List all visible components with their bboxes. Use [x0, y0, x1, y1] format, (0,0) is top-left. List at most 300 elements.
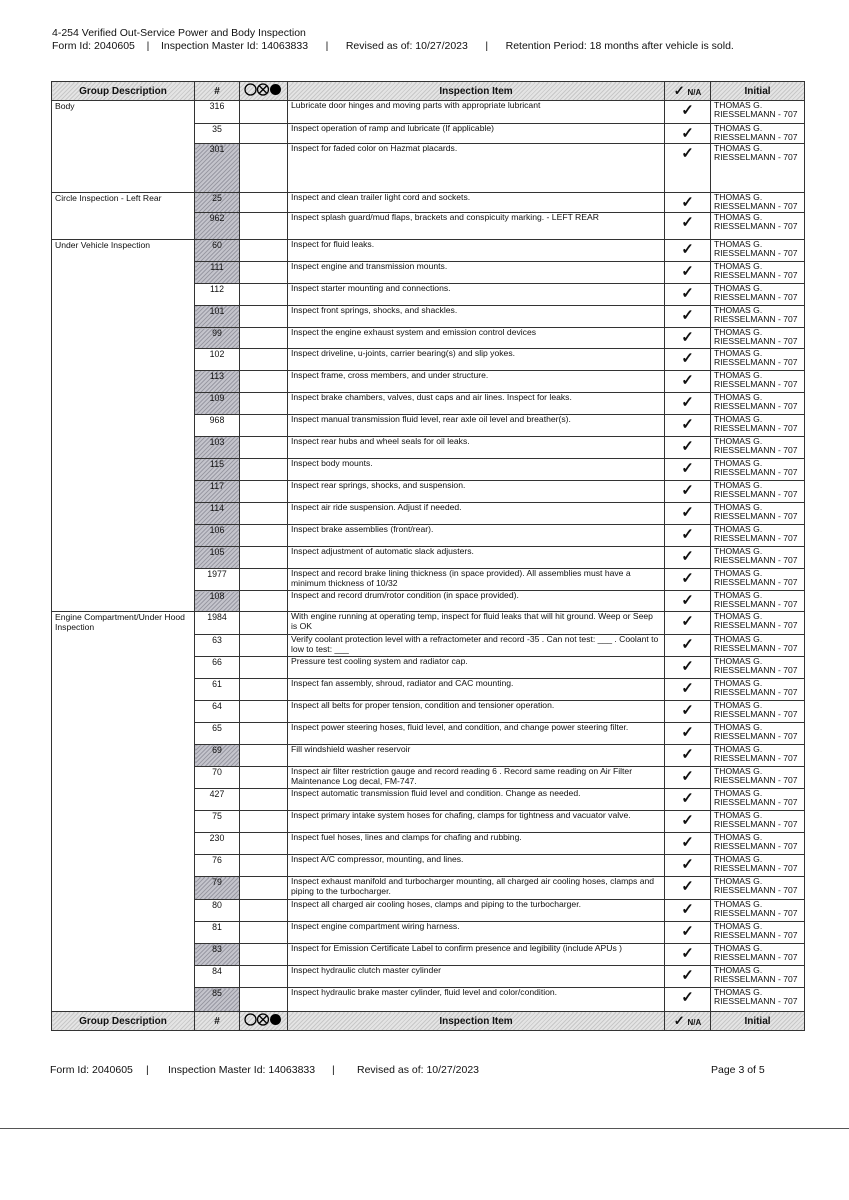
status-cell[interactable]: [240, 193, 288, 213]
check-icon: ✓: [665, 101, 711, 124]
initial-name: THOMAS G.: [714, 568, 763, 578]
table-header-row: [52, 82, 805, 101]
initial-name: THOMAS G.: [714, 987, 763, 997]
status-cell[interactable]: [240, 349, 288, 371]
initial-surname: RIESSELMANN - 707: [714, 665, 798, 675]
col-na-footer: ✓ N/A: [665, 1012, 711, 1031]
page-header: [52, 27, 734, 53]
inspection-item: Inspect power steering hoses, fluid level, and condition, and change power steering filter.: [288, 723, 665, 745]
initial-name: THOMAS G.: [714, 766, 763, 776]
inspection-item: Pressure test cooling system and radiator cap.: [288, 657, 665, 679]
check-icon: ✓: [665, 745, 711, 767]
initial-surname: RIESSELMANN - 707: [714, 379, 798, 389]
initial-surname: RIESSELMANN - 707: [714, 336, 798, 346]
status-cell[interactable]: [240, 371, 288, 393]
check-icon: ✓: [665, 525, 711, 547]
status-cell[interactable]: [240, 306, 288, 328]
check-icon: ✓: [665, 349, 711, 371]
initial-name: THOMAS G.: [714, 722, 763, 732]
item-number: 301: [195, 144, 240, 193]
footer-sep: |: [146, 1064, 149, 1076]
initial-surname: RIESSELMANN - 707: [714, 709, 798, 719]
status-cell[interactable]: [240, 503, 288, 525]
status-cell[interactable]: [240, 437, 288, 459]
status-cell[interactable]: [240, 240, 288, 262]
status-cell[interactable]: [240, 459, 288, 481]
initial-cell: [711, 525, 805, 547]
col-na-header: ✓ N/A: [665, 82, 711, 101]
initial-cell: [711, 745, 805, 767]
item-number: 111: [195, 262, 240, 284]
status-cell[interactable]: [240, 745, 288, 767]
inspection-item: Lubricate door hinges and moving parts with appropriate lubricant: [288, 101, 665, 124]
status-cell[interactable]: [240, 922, 288, 944]
item-number: 230: [195, 833, 240, 855]
check-icon: ✓: [665, 657, 711, 679]
initial-name: THOMAS G.: [714, 502, 763, 512]
item-number: 968: [195, 415, 240, 437]
initial-name: THOMAS G.: [714, 832, 763, 842]
item-number: 316: [195, 101, 240, 124]
initial-name: THOMAS G.: [714, 611, 763, 621]
initial-cell: [711, 547, 805, 569]
initial-name: THOMAS G.: [714, 788, 763, 798]
initial-surname: RIESSELMANN - 707: [714, 753, 798, 763]
item-number: 115: [195, 459, 240, 481]
initial-name: THOMAS G.: [714, 305, 763, 315]
initial-name: THOMAS G.: [714, 123, 763, 133]
check-icon: ✓: [665, 415, 711, 437]
footer-revised: Revised as of: 10/27/2023: [357, 1064, 480, 1076]
check-icon: ✓: [665, 262, 711, 284]
col-item-header: Inspection Item: [288, 82, 665, 101]
initial-cell: [711, 569, 805, 591]
item-number: 103: [195, 437, 240, 459]
header-master-id: Inspection Master Id: 14063833: [160, 40, 309, 52]
inspection-item: Inspect operation of ramp and lubricate (If applicable): [288, 124, 665, 144]
check-icon: ✓: [665, 124, 711, 144]
form-title: 4-254 Verified Out-Service Power and Body Inspection: [52, 27, 306, 39]
initial-name: THOMAS G.: [714, 348, 763, 358]
initial-surname: RIESSELMANN - 707: [714, 423, 798, 433]
inspection-item: Inspect frame, cross members, and under structure.: [288, 371, 665, 393]
initial-cell: [711, 877, 805, 900]
status-cell[interactable]: [240, 679, 288, 701]
item-number: 75: [195, 811, 240, 833]
initial-cell: [711, 393, 805, 415]
initial-cell: [711, 371, 805, 393]
item-number: 1977: [195, 569, 240, 591]
inspection-item: Inspect and record drum/rotor condition (in space provided).: [288, 591, 665, 612]
initial-surname: RIESSELMANN - 707: [714, 445, 798, 455]
check-icon: ✓: [665, 328, 711, 349]
initial-surname: RIESSELMANN - 707: [714, 731, 798, 741]
group-description: Under Vehicle Inspection: [52, 240, 195, 612]
inspection-item: Inspect engine compartment wiring harness.: [288, 922, 665, 944]
initial-cell: [711, 767, 805, 789]
initial-cell: [711, 306, 805, 328]
item-number: 109: [195, 393, 240, 415]
inspection-item: Inspect and record brake lining thickness (in space provided). All assemblies must have a minimum thickness of 10/32: [288, 569, 665, 591]
check-icon: ✓: [665, 144, 711, 193]
status-cell[interactable]: [240, 877, 288, 900]
inspection-item: Inspect engine and transmission mounts.: [288, 262, 665, 284]
col-group-header: Group Description: [52, 82, 195, 101]
inspection-item: Inspect fan assembly, shroud, radiator and CAC mounting.: [288, 679, 665, 701]
bottom-rule: [0, 1128, 849, 1129]
header-sep: |: [146, 40, 150, 52]
initial-surname: RIESSELMANN - 707: [714, 775, 798, 785]
initial-cell: [711, 811, 805, 833]
footer-sep: |: [332, 1064, 335, 1076]
status-cell[interactable]: [240, 481, 288, 503]
item-number: 35: [195, 124, 240, 144]
initial-cell: [711, 481, 805, 503]
group-description: Body: [52, 101, 195, 193]
item-number: 84: [195, 966, 240, 988]
initial-name: THOMAS G.: [714, 700, 763, 710]
item-number: 64: [195, 701, 240, 723]
check-icon: ✓: [673, 83, 685, 98]
inspection-item: Inspect rear hubs and wheel seals for oil leaks.: [288, 437, 665, 459]
inspection-item: Inspect for fluid leaks.: [288, 240, 665, 262]
initial-cell: [711, 944, 805, 966]
initial-cell: [711, 612, 805, 635]
status-cell[interactable]: [240, 966, 288, 988]
inspection-item: Inspect all belts for proper tension, condition and tensioner operation.: [288, 701, 665, 723]
initial-cell: [711, 328, 805, 349]
inspection-item: Inspect air ride suspension. Adjust if needed.: [288, 503, 665, 525]
item-number: 76: [195, 855, 240, 877]
status-cell[interactable]: [240, 944, 288, 966]
check-icon: ✓: [665, 591, 711, 612]
status-cell[interactable]: [240, 393, 288, 415]
status-cell[interactable]: [240, 213, 288, 240]
initial-name: THOMAS G.: [714, 283, 763, 293]
initial-name: THOMAS G.: [714, 480, 763, 490]
inspection-item: With engine running at operating temp, inspect for fluid leaks that will hit ground. Weep or Seep is OK: [288, 612, 665, 635]
inspection-item: Inspect hydraulic brake master cylinder, fluid level and color/condition.: [288, 988, 665, 1012]
header-revised: Revised as of: 10/27/2023: [345, 40, 468, 52]
initial-cell: [711, 591, 805, 612]
initial-name: THOMAS G.: [714, 810, 763, 820]
initial-name: THOMAS G.: [714, 634, 763, 644]
item-number: 79: [195, 877, 240, 900]
initial-cell: [711, 437, 805, 459]
check-icon: ✓: [665, 855, 711, 877]
status-cell[interactable]: [240, 262, 288, 284]
status-cell[interactable]: [240, 811, 288, 833]
initial-name: THOMAS G.: [714, 744, 763, 754]
initial-surname: RIESSELMANN - 707: [714, 555, 798, 565]
initial-name: THOMAS G.: [714, 370, 763, 380]
status-cell[interactable]: [240, 144, 288, 193]
header-sep: |: [485, 40, 489, 52]
inspection-item: Inspect manual transmission fluid level, rear axle oil level and breather(s).: [288, 415, 665, 437]
initial-cell: [711, 833, 805, 855]
col-initial-header: Initial: [711, 82, 805, 101]
status-cell[interactable]: [240, 569, 288, 591]
status-cell[interactable]: [240, 547, 288, 569]
initial-name: THOMAS G.: [714, 943, 763, 953]
item-number: 112: [195, 284, 240, 306]
initial-cell: [711, 349, 805, 371]
inspection-item: Inspect and clean trailer light cord and sockets.: [288, 193, 665, 213]
status-cell[interactable]: [240, 415, 288, 437]
inspection-item: Inspect splash guard/mud flaps, brackets and conspicuity marking. - LEFT REAR: [288, 213, 665, 240]
initial-cell: [711, 900, 805, 922]
item-number: 962: [195, 213, 240, 240]
status-cell[interactable]: [240, 988, 288, 1012]
check-icon: ✓: [665, 240, 711, 262]
inspection-item: Fill windshield washer reservoir: [288, 745, 665, 767]
status-cell[interactable]: [240, 855, 288, 877]
item-number: 108: [195, 591, 240, 612]
status-cell[interactable]: [240, 612, 288, 635]
check-icon: ✓: [665, 547, 711, 569]
inspection-item: Inspect for faded color on Hazmat placards.: [288, 144, 665, 193]
col-initial-footer: Initial: [711, 1012, 805, 1031]
status-cell[interactable]: [240, 591, 288, 612]
initial-name: THOMAS G.: [714, 414, 763, 424]
status-cell[interactable]: [240, 701, 288, 723]
status-cell[interactable]: [240, 124, 288, 144]
item-number: 105: [195, 547, 240, 569]
inspection-item: Inspect for Emission Certificate Label to confirm presence and legibility (include APUs ): [288, 944, 665, 966]
inspection-item: Inspect hydraulic clutch master cylinder: [288, 966, 665, 988]
initial-name: THOMAS G.: [714, 965, 763, 975]
initial-surname: RIESSELMANN - 707: [714, 908, 798, 918]
initial-name: THOMAS G.: [714, 546, 763, 556]
status-cell[interactable]: [240, 723, 288, 745]
status-cell[interactable]: [240, 101, 288, 124]
check-icon: ✓: [665, 922, 711, 944]
item-number: 83: [195, 944, 240, 966]
initial-name: THOMAS G.: [714, 921, 763, 931]
initial-name: THOMAS G.: [714, 656, 763, 666]
initial-name: THOMAS G.: [714, 436, 763, 446]
inspection-item: Inspect primary intake system hoses for chafing, clamps for tightness and vacuator valve.: [288, 811, 665, 833]
status-cell[interactable]: [240, 635, 288, 657]
check-icon: ✓: [665, 811, 711, 833]
initial-surname: RIESSELMANN - 707: [714, 863, 798, 873]
initial-surname: RIESSELMANN - 707: [714, 152, 798, 162]
header-meta: [52, 40, 734, 53]
status-cell[interactable]: [240, 789, 288, 811]
inspection-item: Inspect exhaust manifold and turbocharger mounting, all charged air cooling hoses, clamps and piping to the turbocharger.: [288, 877, 665, 900]
check-icon: ✓: [665, 900, 711, 922]
initial-surname: RIESSELMANN - 707: [714, 996, 798, 1006]
check-icon: ✓: [665, 723, 711, 745]
item-number: 70: [195, 767, 240, 789]
check-icon: ✓: [665, 193, 711, 213]
inspection-item: Inspect brake chambers, valves, dust caps and air lines. Inspect for leaks.: [288, 393, 665, 415]
item-number: 102: [195, 349, 240, 371]
initial-name: THOMAS G.: [714, 261, 763, 271]
check-icon: ✓: [665, 371, 711, 393]
initial-cell: [711, 789, 805, 811]
inspection-item: Inspect automatic transmission fluid level and condition. Change as needed.: [288, 789, 665, 811]
table-row: [52, 612, 805, 635]
item-number: 85: [195, 988, 240, 1012]
group-description: Engine Compartment/Under Hood Inspection: [52, 612, 195, 1012]
initial-surname: RIESSELMANN - 707: [714, 467, 798, 477]
initial-name: THOMAS G.: [714, 590, 763, 600]
initial-name: THOMAS G.: [714, 192, 763, 202]
item-number: 81: [195, 922, 240, 944]
initial-cell: [711, 459, 805, 481]
footer-master-id: Inspection Master Id: 14063833: [168, 1064, 316, 1076]
initial-cell: [711, 701, 805, 723]
initial-surname: RIESSELMANN - 707: [714, 132, 798, 142]
initial-cell: [711, 193, 805, 213]
item-number: 99: [195, 328, 240, 349]
initial-name: THOMAS G.: [714, 854, 763, 864]
item-number: 63: [195, 635, 240, 657]
initial-cell: [711, 966, 805, 988]
initial-cell: [711, 988, 805, 1012]
initial-name: THOMAS G.: [714, 678, 763, 688]
item-number: 106: [195, 525, 240, 547]
initial-cell: [711, 635, 805, 657]
initial-surname: RIESSELMANN - 707: [714, 841, 798, 851]
header-retention: Retention Period: 18 months after vehicle is sold.: [505, 40, 734, 52]
initial-surname: RIESSELMANN - 707: [714, 577, 798, 587]
initial-surname: RIESSELMANN - 707: [714, 401, 798, 411]
header-form-id: Form Id: 2040605: [52, 40, 135, 52]
initial-cell: [711, 415, 805, 437]
status-cell[interactable]: [240, 833, 288, 855]
inspection-item: Inspect adjustment of automatic slack adjusters.: [288, 547, 665, 569]
inspection-item: Inspect A/C compressor, mounting, and lines.: [288, 855, 665, 877]
initial-name: THOMAS G.: [714, 899, 763, 909]
initial-surname: RIESSELMANN - 707: [714, 885, 798, 895]
check-icon: ✓: [665, 213, 711, 240]
initial-surname: RIESSELMANN - 707: [714, 974, 798, 984]
initial-cell: [711, 723, 805, 745]
initial-surname: RIESSELMANN - 707: [714, 314, 798, 324]
inspection-item: Verify coolant protection level with a refractometer and record -35 . Can not test: ___ . Coolant to low to test: ___: [288, 635, 665, 657]
initial-name: THOMAS G.: [714, 327, 763, 337]
item-number: 61: [195, 679, 240, 701]
initial-cell: [711, 679, 805, 701]
status-cell[interactable]: [240, 525, 288, 547]
initial-surname: RIESSELMANN - 707: [714, 797, 798, 807]
initial-cell: [711, 101, 805, 124]
inspection-item: Inspect body mounts.: [288, 459, 665, 481]
initial-surname: RIESSELMANN - 707: [714, 221, 798, 231]
inspection-item: Inspect rear springs, shocks, and suspension.: [288, 481, 665, 503]
initial-surname: RIESSELMANN - 707: [714, 930, 798, 940]
check-icon: ✓: [665, 988, 711, 1012]
initial-cell: [711, 213, 805, 240]
inspection-item: Inspect all charged air cooling hoses, clamps and piping to the turbocharger.: [288, 900, 665, 922]
page-number: Page 3 of 5: [711, 1064, 765, 1076]
initial-surname: RIESSELMANN - 707: [714, 201, 798, 211]
item-number: 60: [195, 240, 240, 262]
col-status-icons-header: [240, 82, 288, 101]
initial-cell: [711, 262, 805, 284]
item-number: 114: [195, 503, 240, 525]
check-icon: ✓: [665, 612, 711, 635]
initial-surname: RIESSELMANN - 707: [714, 357, 798, 367]
initial-name: THOMAS G.: [714, 524, 763, 534]
check-icon: ✓: [665, 701, 711, 723]
status-cell[interactable]: [240, 767, 288, 789]
initial-surname: RIESSELMANN - 707: [714, 533, 798, 543]
initial-surname: RIESSELMANN - 707: [714, 511, 798, 521]
initial-cell: [711, 503, 805, 525]
header-sep: |: [325, 40, 329, 52]
check-icon: ✓: [665, 459, 711, 481]
status-icons: [244, 83, 284, 96]
check-icon: ✓: [665, 393, 711, 415]
footer-form-id: Form Id: 2040605: [50, 1064, 133, 1076]
item-number: 1984: [195, 612, 240, 635]
check-icon: ✓: [665, 833, 711, 855]
inspection-table: [51, 81, 805, 1031]
check-icon: ✓: [665, 284, 711, 306]
status-cell[interactable]: [240, 900, 288, 922]
check-icon: ✓: [665, 767, 711, 789]
status-cell[interactable]: [240, 657, 288, 679]
initial-surname: RIESSELMANN - 707: [714, 952, 798, 962]
initial-cell: [711, 922, 805, 944]
inspection-item: Inspect starter mounting and connections.: [288, 284, 665, 306]
initial-surname: RIESSELMANN - 707: [714, 687, 798, 697]
table-row: [52, 101, 805, 124]
item-number: 117: [195, 481, 240, 503]
initial-surname: RIESSELMANN - 707: [714, 489, 798, 499]
initial-name: THOMAS G.: [714, 100, 763, 110]
status-cell[interactable]: [240, 284, 288, 306]
group-description: Circle Inspection - Left Rear: [52, 193, 195, 240]
check-icon: ✓: [665, 306, 711, 328]
initial-surname: RIESSELMANN - 707: [714, 292, 798, 302]
check-icon: ✓: [665, 966, 711, 988]
initial-cell: [711, 124, 805, 144]
initial-cell: [711, 144, 805, 193]
initial-surname: RIESSELMANN - 707: [714, 599, 798, 609]
item-number: 66: [195, 657, 240, 679]
initial-name: THOMAS G.: [714, 876, 763, 886]
inspection-item: Inspect brake assemblies (front/rear).: [288, 525, 665, 547]
check-icon: ✓: [665, 503, 711, 525]
initial-surname: RIESSELMANN - 707: [714, 109, 798, 119]
item-number: 65: [195, 723, 240, 745]
status-icons: [244, 1013, 284, 1026]
initial-surname: RIESSELMANN - 707: [714, 643, 798, 653]
check-icon: ✓: [665, 789, 711, 811]
initial-name: THOMAS G.: [714, 212, 763, 222]
initial-name: THOMAS G.: [714, 458, 763, 468]
inspection-item: Inspect driveline, u-joints, carrier bearing(s) and slip yokes.: [288, 349, 665, 371]
initial-surname: RIESSELMANN - 707: [714, 620, 798, 630]
item-number: 113: [195, 371, 240, 393]
item-number: 80: [195, 900, 240, 922]
check-icon: ✓: [673, 1013, 685, 1028]
col-num-header: #: [195, 82, 240, 101]
table-row: [52, 240, 805, 262]
check-icon: ✓: [665, 481, 711, 503]
check-icon: ✓: [665, 437, 711, 459]
inspection-item: Inspect air filter restriction gauge and record reading 6 . Record same reading on Air Filter Maintenance Log decal, FM-747.: [288, 767, 665, 789]
table-row: [52, 193, 805, 213]
status-cell[interactable]: [240, 328, 288, 349]
initial-surname: RIESSELMANN - 707: [714, 819, 798, 829]
initial-cell: [711, 240, 805, 262]
initial-cell: [711, 855, 805, 877]
